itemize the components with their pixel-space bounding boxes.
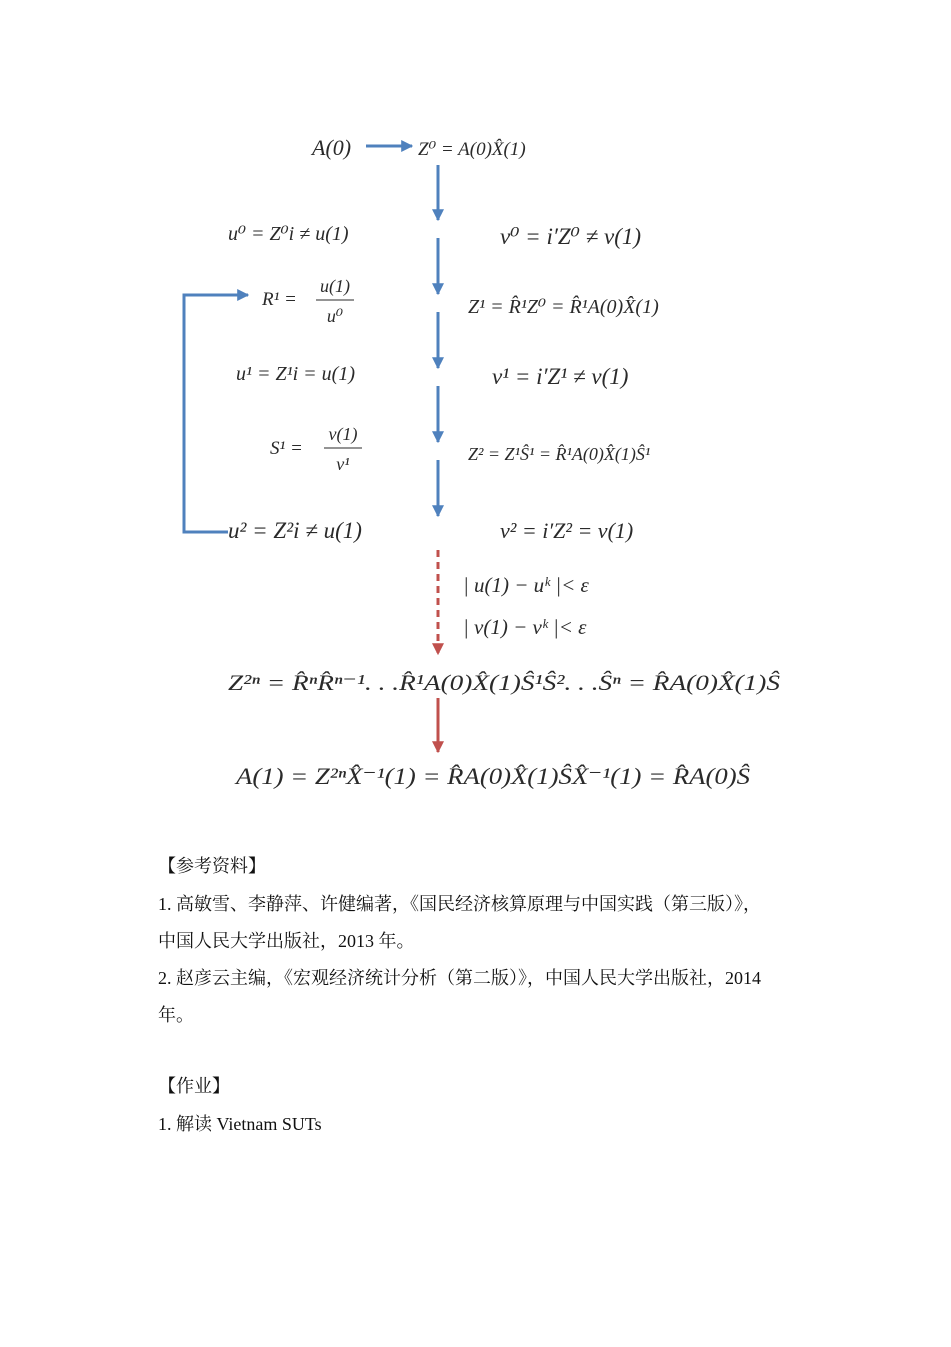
homework-item-1: 1. 解读 Vietnam SUTs [158, 1114, 322, 1134]
homework-heading: 【作业】 [158, 1076, 230, 1096]
reference-item-1-line-2: 中国人民大学出版社，2013 年。 [158, 931, 415, 951]
formula-convergence-v: | v(1) − vᵏ |< ε [463, 615, 587, 639]
formula-v0: v⁰ = i′Z⁰ ≠ v(1) [500, 224, 642, 249]
formula-s1-numerator: v(1) [328, 424, 358, 444]
formula-z2n: Z²ⁿ = R̂ⁿR̂ⁿ⁻¹. . .R̂¹A(0)X̂(1)Ŝ¹Ŝ². . .Ŝⁿ = R̂A(0)X̂(1)Ŝ [228, 670, 780, 695]
formula-u0: u⁰ = Z⁰i ≠ u(1) [228, 223, 349, 245]
reference-item-1-line-1: 1. 高敏雪、李静萍、许健编著，《国民经济核算原理与中国实践（第三版）》， [158, 894, 761, 914]
formula-a1: A(1) = Z²ⁿX̂⁻¹(1) = R̂A(0)X̂(1)ŜX̂⁻¹(1) = R̂A(0)Ŝ [236, 764, 679, 789]
formula-v2: v² = i′Z² = v(1) [500, 518, 634, 543]
formula-u1: u¹ = Z¹i = u(1) [236, 363, 355, 385]
formula-convergence-u: | u(1) − uᵏ |< ε [463, 573, 589, 597]
formula-r1: R¹ = [262, 289, 297, 310]
reference-item-2-line-1: 2. 赵彦云主编，《宏观经济统计分析（第二版）》，中国人民大学出版社，2014 [158, 968, 761, 988]
formula-z0: Z⁰ = A(0)X̂(1) [418, 139, 526, 160]
loop-back-arrow [184, 295, 248, 532]
formula-u2: u² = Z²i ≠ u(1) [228, 518, 362, 543]
formula-s1: S¹ = [270, 438, 303, 459]
formula-z2: Z² = Z¹Ŝ¹ = R̂¹A(0)X̂(1)Ŝ¹ [468, 444, 651, 464]
reference-item-2-line-2: 年。 [158, 1005, 194, 1025]
formula-s1-denominator: v¹ [336, 454, 350, 474]
references-heading: 【参考资料】 [158, 856, 266, 876]
formula-v1: v¹ = i′Z¹ ≠ v(1) [492, 364, 629, 389]
formula-a0: A(0) [312, 135, 352, 160]
formula-z1: Z¹ = R̂¹Z⁰ = R̂¹A(0)X̂(1) [468, 296, 659, 318]
formula-r1-denominator: u⁰ [326, 306, 344, 326]
formula-r1-numerator: u(1) [320, 276, 350, 296]
